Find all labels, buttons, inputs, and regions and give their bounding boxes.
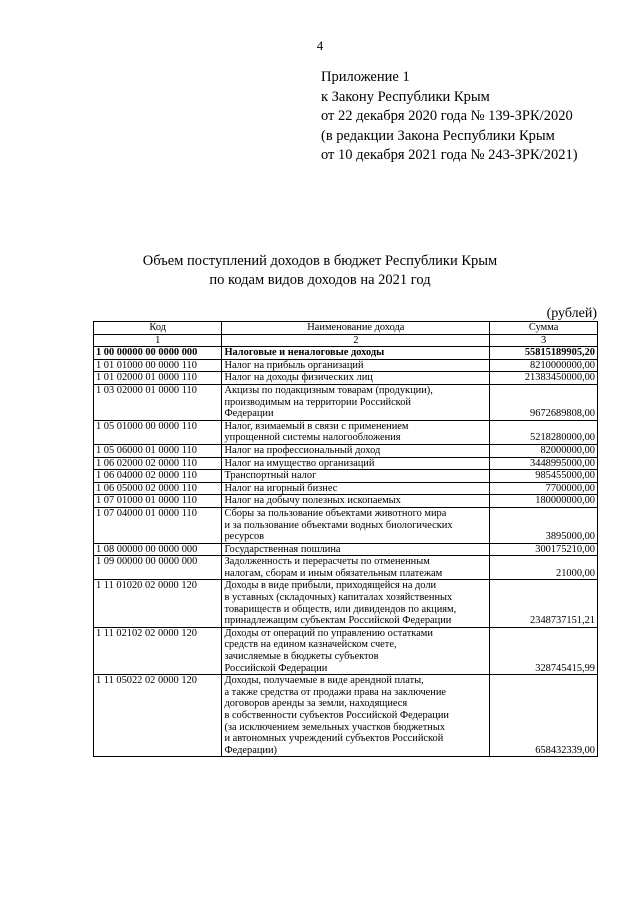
table-row (94, 372, 598, 385)
revenue-name-line: средств на едином казначейском счете, (224, 639, 397, 651)
revenue-code: 1 07 01000 01 0000 110 (94, 495, 222, 508)
revenue-name-line: а также средства от продажи права на заключение (224, 686, 447, 698)
table-row (94, 495, 598, 508)
revenue-code: 1 11 01020 02 0000 120 (94, 580, 222, 627)
revenue-name-line: Налог на имущество организаций (224, 457, 375, 469)
table-row (94, 420, 598, 444)
table-row (94, 482, 598, 495)
revenue-name-line: Доходы от операций по управлению остатками (224, 627, 433, 639)
revenue-sum: 82000000,00 (490, 444, 598, 457)
appendix-header-line: к Закону Республики Крым (321, 88, 490, 105)
revenue-name-line: и автономных учреждений субъектов Российской (224, 733, 444, 745)
table-row (94, 359, 598, 372)
revenue-name (222, 675, 490, 757)
revenue-sum: 7700000,00 (490, 482, 598, 495)
revenue-sum: 8210000000,00 (490, 359, 598, 372)
revenue-table (93, 321, 598, 757)
revenue-name (222, 627, 490, 674)
revenue-name (222, 444, 490, 457)
revenue-name-line: Налог на прибыль организаций (224, 359, 364, 371)
appendix-header-line: (в редакции Закона Республики Крым (321, 127, 555, 144)
revenue-name (222, 470, 490, 483)
table-row (94, 627, 598, 674)
page-number: 4 (316, 38, 324, 53)
revenue-name (222, 495, 490, 508)
revenue-name-line: ресурсов (224, 531, 265, 543)
currency-unit: (рублей) (546, 306, 597, 321)
revenue-name-line: договоров аренды за земли, находящиеся (224, 698, 408, 710)
table-row (94, 543, 598, 556)
revenue-sum: 300175210,00 (490, 543, 598, 556)
revenue-sum: 21000,00 (490, 556, 598, 580)
revenue-name-line: упрощенной системы налогообложения (224, 432, 401, 444)
revenue-name-line: Федерации (224, 408, 274, 420)
column-header-name: Наименование дохода (222, 322, 490, 335)
column-number-row (94, 334, 598, 347)
revenue-name-line: Налог на доходы физических лиц (224, 372, 373, 384)
revenue-name (222, 420, 490, 444)
revenue-name-line: Задолженность и перерасчеты по отмененным (224, 556, 430, 568)
revenue-name (222, 482, 490, 495)
revenue-code: 1 01 01000 00 0000 110 (94, 359, 222, 372)
revenue-name-line: производимым на территории Российской (224, 396, 411, 408)
appendix-header-line: Приложение 1 (321, 69, 410, 85)
revenue-code: 1 03 02000 01 0000 110 (94, 384, 222, 420)
revenue-code: 1 11 05022 02 0000 120 (94, 675, 222, 757)
revenue-sum: 658432339,00 (490, 675, 598, 757)
revenue-name-line: Налог на добычу полезных ископаемых (224, 495, 401, 507)
revenue-name-line: в уставных (складочных) капиталах хозяйственных (224, 592, 453, 604)
appendix-header-line: от 10 декабря 2021 года № 243-ЗРК/2021) (321, 147, 578, 163)
document-title (0, 252, 640, 289)
revenue-code: 1 05 06000 01 0000 110 (94, 444, 222, 457)
table-row (94, 470, 598, 483)
revenue-code: 1 08 00000 00 0000 000 (94, 543, 222, 556)
revenue-code: 1 00 00000 00 0000 000 (94, 347, 222, 360)
revenue-name (222, 556, 490, 580)
revenue-name-line: Доходы в виде прибыли, приходящейся на доли (224, 580, 437, 592)
column-header-sum: Сумма (490, 322, 598, 335)
table-row (94, 457, 598, 470)
revenue-name-line: Налоговые и неналоговые доходы (224, 347, 385, 359)
column-number: 3 (490, 334, 598, 347)
revenue-code: 1 07 04000 01 0000 110 (94, 507, 222, 543)
revenue-sum: 55815189905,20 (490, 347, 598, 360)
revenue-name (222, 507, 490, 543)
revenue-code: 1 11 02102 02 0000 120 (94, 627, 222, 674)
table-row (94, 347, 598, 360)
appendix-header-line: от 22 декабря 2020 года № 139-ЗРК/2020 (321, 108, 573, 124)
table-row (94, 556, 598, 580)
revenue-name-line: (за исключением земельных участков бюджетных (224, 721, 446, 733)
table-row (94, 675, 598, 757)
revenue-sum: 180000000,00 (490, 495, 598, 508)
table-row (94, 384, 598, 420)
revenue-name-line: Государственная пошлина (224, 543, 341, 555)
revenue-name-line: Налог, взимаемый в связи с применением (224, 420, 409, 432)
table-row (94, 444, 598, 457)
column-number: 2 (222, 334, 490, 347)
revenue-name-line: товариществ и обществ, или дивидендов по акциям, (224, 603, 457, 615)
revenue-sum: 328745415,99 (490, 627, 598, 674)
revenue-name-line: Доходы, получаемые в виде арендной платы, (224, 675, 424, 687)
revenue-code: 1 05 01000 00 0000 110 (94, 420, 222, 444)
document-title-line: Объем поступлений доходов в бюджет Республики Крым (142, 253, 498, 269)
revenue-name-line: зачисляемые в бюджеты субъектов (224, 651, 379, 663)
revenue-name (222, 580, 490, 627)
revenue-name-line: в собственности субъектов Российской Федерации (224, 710, 449, 721)
revenue-code: 1 09 00000 00 0000 000 (94, 556, 222, 580)
revenue-name-line: принадлежащим субъектам Российской Федерации (224, 615, 452, 627)
table-header-row (94, 322, 598, 335)
revenue-sum: 5218280000,00 (490, 420, 598, 444)
revenue-name (222, 543, 490, 556)
table-row (94, 507, 598, 543)
revenue-name (222, 359, 490, 372)
revenue-sum: 9672689808,00 (490, 384, 598, 420)
revenue-name-line: и за пользование объектами водных биологических (224, 519, 453, 531)
revenue-name-line: Федерации) (224, 744, 277, 756)
revenue-name (222, 384, 490, 420)
column-header-code: Код (94, 322, 222, 335)
table-row (94, 580, 598, 627)
revenue-code: 1 06 05000 02 0000 110 (94, 482, 222, 495)
revenue-sum: 3895000,00 (490, 507, 598, 543)
column-number: 1 (94, 334, 222, 347)
appendix-header (321, 68, 578, 166)
revenue-name-line: налогам, сборам и иным обязательным платежам (224, 567, 443, 579)
revenue-sum: 2348737151,21 (490, 580, 598, 627)
revenue-name-line: Сборы за пользование объектами животного мира (224, 507, 447, 519)
revenue-name (222, 457, 490, 470)
revenue-name (222, 347, 490, 360)
revenue-sum: 3448995000,00 (490, 457, 598, 470)
revenue-name-line: Акцизы по подакцизным товарам (продукции), (224, 384, 433, 396)
revenue-code: 1 06 04000 02 0000 110 (94, 470, 222, 483)
revenue-sum: 21383450000,00 (490, 372, 598, 385)
revenue-code: 1 01 02000 01 0000 110 (94, 372, 222, 385)
document-title-line: по кодам видов доходов на 2021 год (209, 271, 431, 288)
revenue-name-line: Налог на профессиональный доход (224, 444, 381, 456)
revenue-code: 1 06 02000 02 0000 110 (94, 457, 222, 470)
revenue-sum: 985455000,00 (490, 470, 598, 483)
revenue-name-line: Налог на игорный бизнес (224, 482, 338, 494)
table-body (94, 334, 598, 757)
revenue-name (222, 372, 490, 385)
revenue-name-line: Транспортный налог (224, 470, 317, 482)
revenue-name-line: Российской Федерации (224, 662, 328, 674)
